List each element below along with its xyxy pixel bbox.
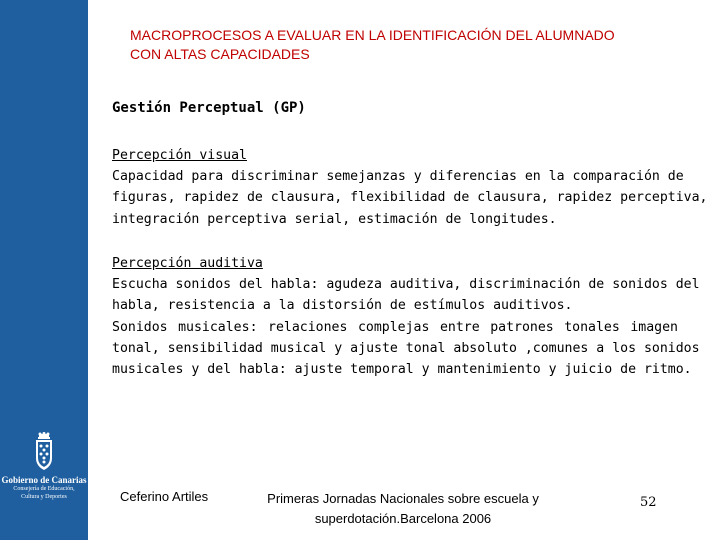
paragraph-line: Capacidad para discriminar semejanzas y diferencias en la comparación de: [112, 169, 684, 185]
slide-title-line: CON ALTAS CAPACIDADES: [130, 46, 310, 62]
paragraph-line: integración perceptiva serial, estimación de longitudes.: [112, 211, 557, 227]
visual-perception-block: [112, 145, 708, 230]
logo-subtitle-line: Cultura y Deportes: [21, 494, 67, 500]
footer-author: Ceferino Artiles: [120, 489, 209, 504]
paragraph-line: tonal, sensibilidad musical y ajuste tonal absoluto ,comunes a los sonidos: [112, 340, 700, 356]
footer-event-line: Primeras Jornadas Nacionales sobre escuela y: [267, 491, 539, 506]
section-heading: Gestión Perceptual (GP): [112, 100, 306, 116]
paragraph-line: Sonidos musicales: relaciones complejas entre patrones tonales imagen: [112, 319, 678, 335]
paragraph-line: Escucha sonidos del habla: agudeza auditiva, discriminación de sonidos del: [112, 277, 700, 293]
auditory-perception-heading: Percepción auditiva: [112, 256, 263, 271]
paragraph-line: figuras, rapidez de clausura, flexibilidad de clausura, rapidez perceptiva,: [112, 190, 708, 206]
sidebar: [0, 0, 88, 540]
auditory-perception-block: [112, 253, 700, 380]
footer-event-line: superdotación.Barcelona 2006: [314, 511, 492, 526]
slide-title-line: MACROPROCESOS A EVALUAR EN LA IDENTIFICACIÓN DEL ALUMNADO: [130, 27, 615, 43]
logo-title: Gobierno de Canarias: [1, 475, 87, 485]
logo-subtitle-line: Consejería de Educación,: [13, 486, 75, 492]
government-logo: [0, 432, 88, 501]
page-number: 52: [640, 495, 657, 510]
paragraph-line: habla, resistencia a la distorsión de estímulos auditivos.: [112, 298, 573, 314]
coat-of-arms-icon: [33, 432, 55, 472]
paragraph-line: musicales y del habla: ajuste temporal y mantenimiento y juicio de ritmo.: [112, 362, 692, 378]
slide-title: [130, 26, 690, 64]
footer-event: [246, 489, 560, 529]
visual-perception-heading: Percepción visual: [112, 148, 247, 163]
